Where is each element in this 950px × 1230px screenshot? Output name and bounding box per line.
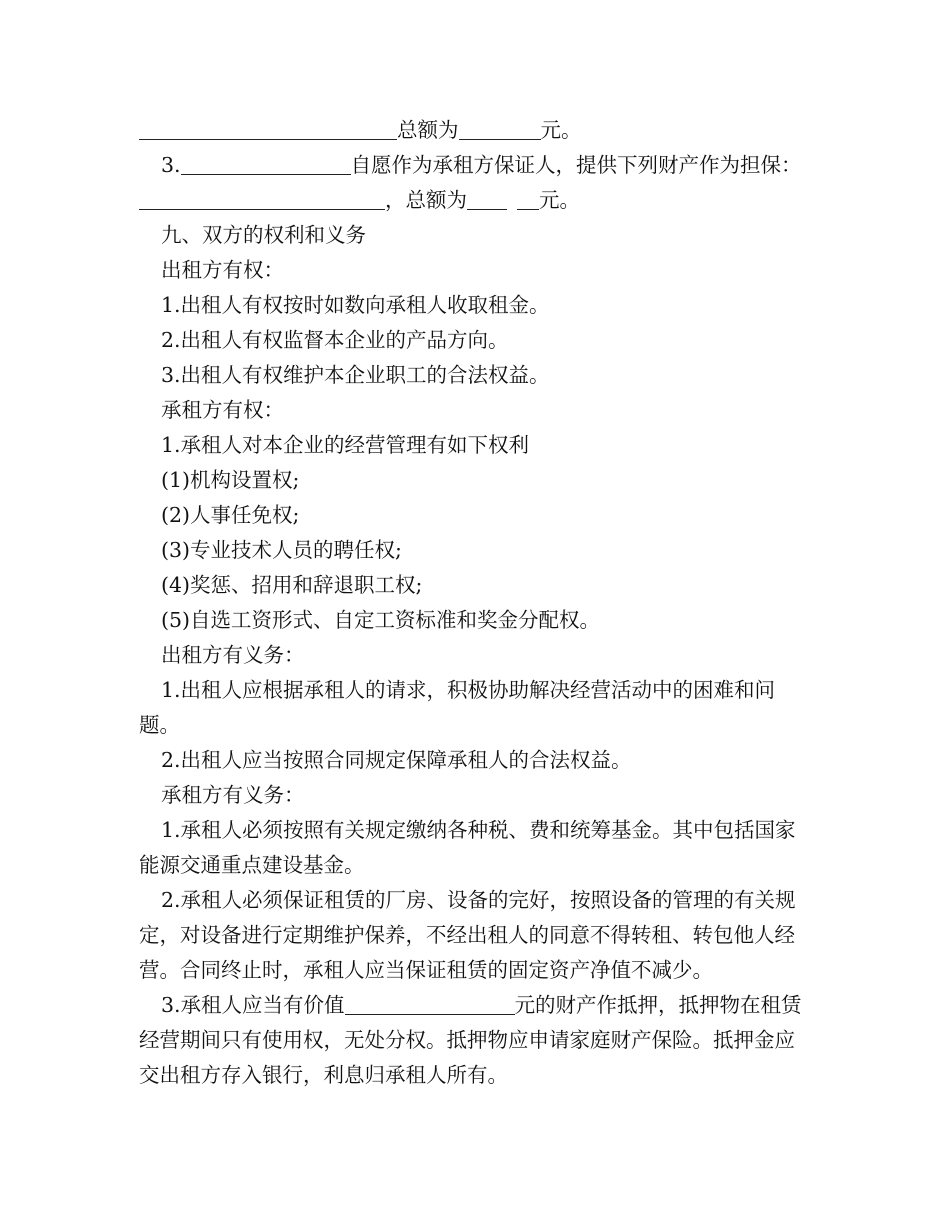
unit-label: 元。 — [540, 118, 582, 142]
lessor-right-item: 1.出租人有权按时如数向承租人收取租金。 — [161, 293, 550, 317]
guarantor-item — [139, 148, 811, 183]
lessee-rights-heading: 承租方有权： — [161, 398, 284, 422]
lessee-duties-heading: 承租方有义务： — [161, 783, 305, 807]
lessee-duty-item — [139, 988, 811, 1093]
fill-blank[interactable] — [139, 117, 397, 140]
fill-blank[interactable] — [517, 187, 539, 210]
guarantee-total-line — [139, 113, 811, 148]
fill-blank[interactable] — [459, 117, 541, 140]
duty-text: 3.承租人应当有价值 — [161, 993, 345, 1017]
lessor-right-item: 3.出租人有权维护本企业职工的合法权益。 — [161, 363, 550, 387]
lessor-right-item: 2.出租人有权监督本企业的产品方向。 — [161, 328, 509, 352]
guarantor-text: 自愿作为承租方保证人，提供下列财产作为担保： — [350, 153, 802, 177]
document-body — [139, 113, 811, 1093]
lessee-right-subitem: (3)专业技术人员的聘任权; — [161, 538, 402, 562]
total-label: 总额为 — [397, 118, 459, 142]
duty-text: 元的财产作抵押，抵押物在租赁经营期间只有使用权，无处分权。抵押物应申请家庭财产保险。抵押金应交出租方存入银行，利息归承租人所有。 — [139, 993, 802, 1087]
fill-blank[interactable] — [345, 992, 515, 1015]
lessee-right-subitem: (2)人事任免权; — [161, 503, 300, 527]
lessee-duty-item: 2.承租人必须保证租赁的厂房、设备的完好，按照设备的管理的有关规定，对设备进行定期维护保养，不经出租人的同意不得转租、转包他人经营。合同终止时，承租人应当保证租赁的固定资产净值不减少。 — [139, 888, 796, 982]
lessor-duty-item: 1.出租人应根据承租人的请求，积极协助解决经营活动中的困难和问题。 — [139, 678, 776, 737]
fill-blank[interactable] — [181, 152, 351, 175]
section-title: 九、双方的权利和义务 — [161, 223, 366, 247]
lessor-duty-item: 2.出租人应当按照合同规定保障承租人的合法权益。 — [161, 748, 632, 772]
guarantor-total-line — [139, 183, 811, 218]
lessee-right-subitem: (4)奖惩、招用和辞退职工权; — [161, 573, 423, 597]
fill-blank[interactable] — [467, 187, 507, 210]
lessor-rights-heading: 出租方有权： — [161, 258, 284, 282]
unit-label: 元。 — [539, 188, 580, 212]
total-label: ，总额为 — [385, 188, 467, 212]
lessor-duties-heading: 出租方有义务： — [161, 643, 305, 667]
fill-blank[interactable] — [139, 187, 385, 210]
lessee-duty-item: 1.承租人必须按照有关规定缴纳各种税、费和统筹基金。其中包括国家能源交通重点建设基金。 — [139, 818, 796, 877]
lessee-right-subitem: (1)机构设置权; — [161, 468, 300, 492]
lessee-right-item: 1.承租人对本企业的经营管理有如下权利 — [161, 433, 530, 457]
item-number: 3. — [161, 153, 181, 177]
lessee-right-subitem: (5)自选工资形式、自定工资标准和奖金分配权。 — [161, 608, 601, 632]
